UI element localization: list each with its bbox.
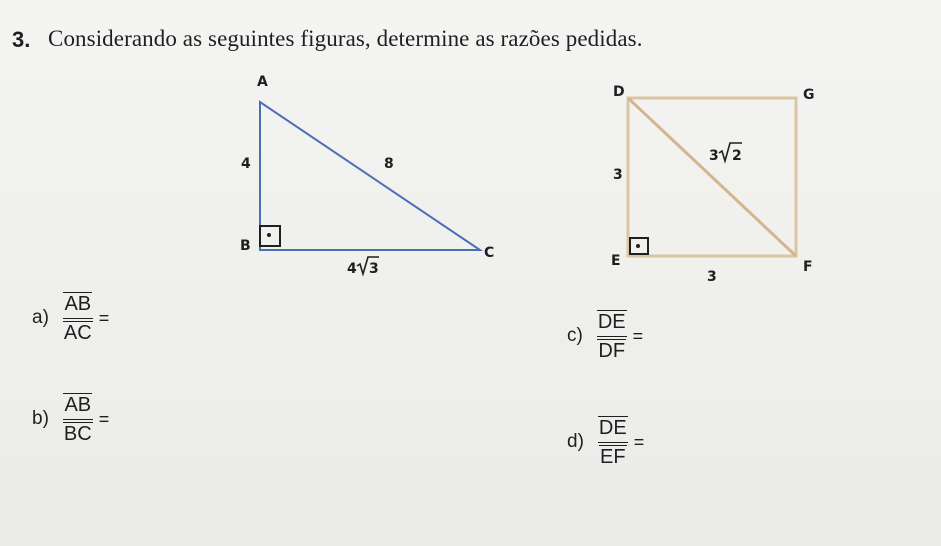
item-letter: d) xyxy=(567,431,584,452)
equals-sign: = xyxy=(633,431,645,452)
ratio-fraction xyxy=(598,416,628,468)
side-label-de: 3 xyxy=(613,167,623,183)
item-letter: b) xyxy=(32,408,49,429)
vertex-label-c: C xyxy=(484,245,495,261)
problem-number: 3. xyxy=(12,27,31,52)
vertex-label-b: B xyxy=(240,238,251,254)
ratio-fraction xyxy=(63,393,93,445)
fraction-bar xyxy=(598,442,628,443)
item-b xyxy=(32,393,109,445)
numerator-segment: AB xyxy=(64,394,92,416)
side-label-ef: 3 xyxy=(707,269,717,285)
fraction-bar xyxy=(63,318,93,319)
denominator-segment: DF xyxy=(598,340,626,362)
equals-sign: = xyxy=(98,307,110,328)
fraction-bar xyxy=(597,336,627,337)
equals-sign: = xyxy=(98,408,110,429)
item-a xyxy=(32,292,109,344)
equals-sign: = xyxy=(632,325,644,346)
item-c xyxy=(567,310,643,362)
svg-text:2: 2 xyxy=(732,148,742,164)
denominator-segment: EF xyxy=(600,446,626,468)
vertex-label-g: G xyxy=(803,87,815,103)
vertex-label-f: F xyxy=(803,259,813,275)
problem-statement: Considerando as seguintes figuras, determine as razões pedidas. xyxy=(48,26,643,51)
svg-text:3: 3 xyxy=(369,261,379,277)
denominator-segment: AC xyxy=(63,322,92,344)
item-letter: c) xyxy=(567,325,583,346)
vertex-label-a: A xyxy=(257,74,268,90)
diagonal-df xyxy=(628,98,796,256)
ratio-fraction xyxy=(63,292,93,344)
numerator-segment: DE xyxy=(597,311,626,333)
svg-text:3: 3 xyxy=(709,148,719,164)
item-d xyxy=(567,416,644,468)
denominator-segment: BC xyxy=(63,423,92,445)
numerator-segment: DE xyxy=(598,417,627,439)
numerator-segment: AB xyxy=(64,293,92,315)
right-angle-dot-e xyxy=(636,244,640,248)
vertex-label-e: E xyxy=(611,253,621,269)
side-label-ac: 8 xyxy=(384,156,394,172)
fraction-bar xyxy=(63,419,93,420)
vertex-label-d: D xyxy=(613,84,625,100)
ratio-fraction xyxy=(597,310,627,362)
svg-text:4: 4 xyxy=(347,261,357,277)
side-label-df xyxy=(709,143,742,164)
side-label-ab: 4 xyxy=(241,156,251,172)
item-letter: a) xyxy=(32,307,49,328)
